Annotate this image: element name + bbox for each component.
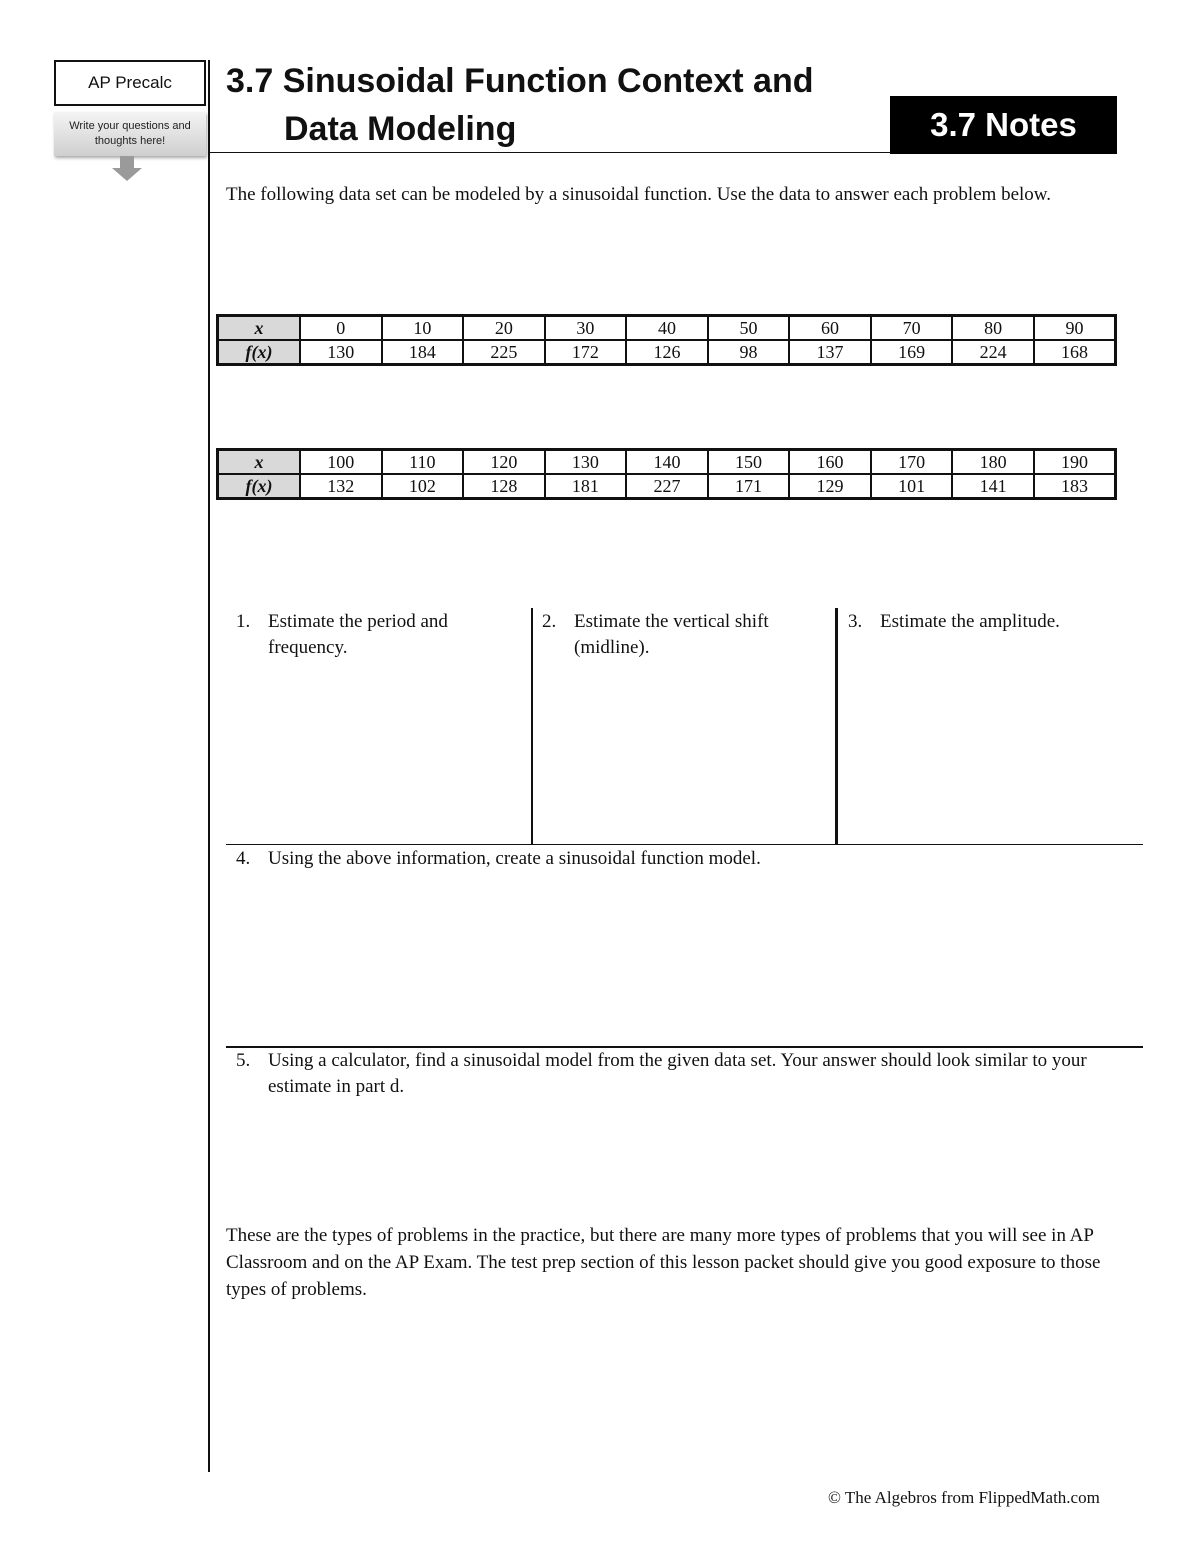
table-cell: 132 — [300, 474, 382, 499]
section-rule — [226, 844, 1143, 845]
table-cell: 129 — [789, 474, 871, 499]
copyright-footer: © The Algebros from FlippedMath.com — [828, 1488, 1100, 1507]
table-cell: 180 — [952, 450, 1034, 475]
question-text: Using a calculator, find a sinusoidal model from the given data set. Your answer should look similar to your estimate in part d. — [268, 1050, 1087, 1097]
notes-prompt: Write your questions and thoughts here! — [54, 112, 206, 156]
question-2 — [542, 609, 832, 669]
question-text: Estimate the period and frequency. — [268, 611, 448, 658]
table-row-fx — [218, 474, 1116, 499]
table-cell: 227 — [626, 474, 708, 499]
page-title-line-1: 3.7 Sinusoidal Function Context and — [226, 62, 814, 100]
table-cell: 20 — [463, 316, 545, 341]
table-cell: 102 — [382, 474, 464, 499]
table-cell: 169 — [871, 340, 953, 365]
question-number: 3. — [848, 611, 863, 632]
data-table-1 — [216, 314, 1117, 366]
question-number: 5. — [236, 1050, 251, 1071]
notes-badge: 3.7 Notes — [890, 96, 1117, 154]
table-cell: 150 — [708, 450, 790, 475]
table-cell: 40 — [626, 316, 708, 341]
table-cell: 141 — [952, 474, 1034, 499]
table-cell: 0 — [300, 316, 382, 341]
question-text: Using the above information, create a sinusoidal function model. — [268, 848, 761, 869]
table-cell: 168 — [1034, 340, 1116, 365]
fx-header: f(x) — [218, 340, 301, 365]
table-cell: 160 — [789, 450, 871, 475]
x-header: x — [218, 450, 301, 475]
table-cell: 101 — [871, 474, 953, 499]
data-table-2 — [216, 448, 1117, 500]
table-cell: 140 — [626, 450, 708, 475]
closing-text: These are the types of problems in the practice, but there are many more types of problems that you will see in AP Classroom and on the AP Exam. The test prep section of this lesson packet should give you good exposure to those types of problems. — [226, 1225, 1101, 1300]
table-cell: 50 — [708, 316, 790, 341]
table-cell: 70 — [871, 316, 953, 341]
table-cell: 181 — [545, 474, 627, 499]
table-row-fx — [218, 340, 1116, 365]
table-cell: 137 — [789, 340, 871, 365]
question-text: Estimate the vertical shift (midline). — [574, 611, 769, 658]
x-header: x — [218, 316, 301, 341]
table-cell: 172 — [545, 340, 627, 365]
table-cell: 90 — [1034, 316, 1116, 341]
intro-text: The following data set can be modeled by a sinusoidal function. Use the data to answer each problem below. — [226, 184, 1052, 205]
table-cell: 190 — [1034, 450, 1116, 475]
table-cell: 130 — [545, 450, 627, 475]
table-cell: 130 — [300, 340, 382, 365]
table-cell: 80 — [952, 316, 1034, 341]
question-text: Estimate the amplitude. — [880, 611, 1060, 632]
table-cell: 10 — [382, 316, 464, 341]
table-cell: 128 — [463, 474, 545, 499]
table-cell: 120 — [463, 450, 545, 475]
question-3 — [848, 609, 1138, 669]
table-cell: 60 — [789, 316, 871, 341]
table-cell: 224 — [952, 340, 1034, 365]
table-cell: 110 — [382, 450, 464, 475]
course-label: AP Precalc — [54, 60, 206, 106]
fx-header: f(x) — [218, 474, 301, 499]
table-cell: 170 — [871, 450, 953, 475]
question-number: 4. — [236, 848, 251, 869]
page-title-line-2: Data Modeling — [284, 110, 517, 148]
question-5 — [236, 1048, 1136, 1108]
table-cell: 98 — [708, 340, 790, 365]
question-1 — [236, 609, 526, 669]
column-divider — [531, 608, 533, 844]
table-cell: 30 — [545, 316, 627, 341]
table-cell: 171 — [708, 474, 790, 499]
question-number: 2. — [542, 611, 557, 632]
title-underline — [210, 152, 890, 153]
table-cell: 126 — [626, 340, 708, 365]
column-divider — [835, 608, 838, 844]
table-cell: 183 — [1034, 474, 1116, 499]
table-cell: 225 — [463, 340, 545, 365]
table-cell: 100 — [300, 450, 382, 475]
table-row-x — [218, 450, 1116, 475]
margin-divider — [208, 60, 210, 1472]
table-cell: 184 — [382, 340, 464, 365]
question-number: 1. — [236, 611, 251, 632]
question-4 — [236, 846, 1136, 876]
table-row-x — [218, 316, 1116, 341]
